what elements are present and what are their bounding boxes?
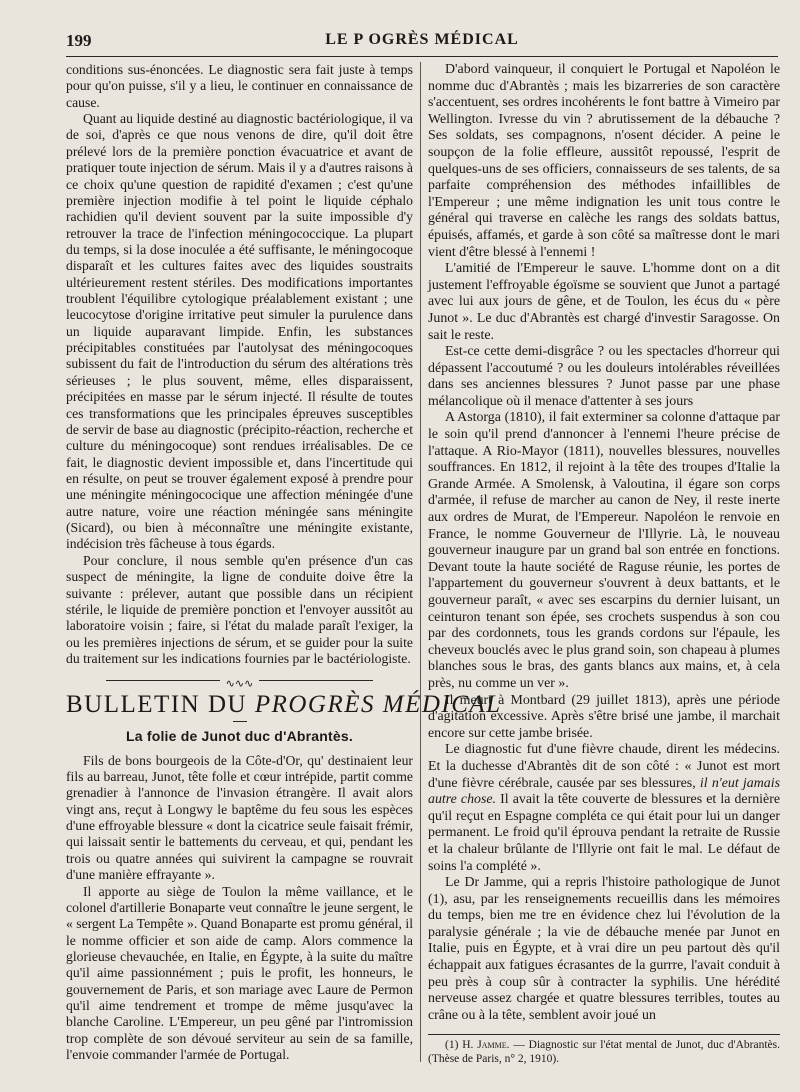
text-run: Il avait la tête couverte de blessures et la dernière qu'il reçut en Espagne compléta ce qui était pour lui un danger permanent. Le froid qu'il éprouva pendant la retraite de Russie et la chaleur brûlante de l'Illyrie ont fait le mal. Le défaut de soins l'a complété ». [428, 792, 780, 874]
page-header [66, 26, 778, 57]
paragraph: Le Dr Jamme, qui a repris l'histoire pathologique de Junot (1), asu, par les renseignements recueillis dans les mémoires du temps, bien me tre en évidence chez lui l'évolution de la paralysie générale ; la vie de débauche menée par Junot en Italie, puis en Égypte, et à vrai dire un peu partout dès qu'il échappait aux fatigues écrasantes de la gurrre, l'avait conduit à peu près à coup sûr à contracter la syphilis. Une hérédité nerveuse assez chargée et quatre blessures terribles, toutes au crâne ou à la tête, semblent avoir joué un [428, 875, 780, 1023]
section-heading-plain: BULLETIN DU [66, 691, 255, 719]
paragraph: A Astorga (1810), il fait exterminer sa colonne d'attaque par le soin qu'il prend d'annoncer à l'ennemi l'heure précise de l'attaque. A Rio-Mayor (1811), nouvelles blessures, nouvelles souffrances. En 1812, il rejoint à la tête des troupes d'Italie la Grande Armée. A Smolensk, à Valoutina, il égare son corps d'armée, il refuse de marcher au canon de Ney, il reste inerte aux ordres de Murat, de l'Empereur. Napoléon le renvoie en France, le nomme Gouverneur de l'Illyrie. Là, le nouveau gouverneur inaugure par un grand bal son entrée en fonctions. Devant toute la haute société de Raguse réunie, les portes de l'appartement du gouverneur s'ouvrent à deux battants, et le gouverneur paraît, « avec ses escarpins du dernier luisant, un ceinturon tenant son épée, ses crochets suspendus à son cou par des cordonnets, tous les grands cordons sur l'épaule, les cheveux bouclés avec le plus grand soin, son chapeau à plumes blanches sous le bras, des gants blancs aux mains, et, à cela près, nu comme un ver ». [428, 410, 780, 691]
paragraph: D'abord vainqueur, il conquiert le Portugal et Napoléon le nomme duc d'Abrantès ; mais les bizarreries de son caractère s'accentuent, ses ordres incohérents le font battre à Vimeiro par Wellington. Ivresse du vin ? abrutissement de la débauche ? Ses soldats, ses compagnons, n'osent décider. A peine le soupçon de la folie effleure, aussitôt repoussé, l'esprit de quelques-uns de ses officiers, connaisseurs de ses talents, de sa parfaite compréhension des méthodes infaillibles de l'Empereur ; une même indignation les unit tous contre le général qui traverse en calèche les rangs des soldats battus, épuisés, affamés, et garde à son côté sa maîtresse dont le mari vient d'être blessé à l'ennemi ! [428, 62, 780, 260]
paragraph: Fils de bons bourgeois de la Côte-d'Or, qu' destinaient leur fils au barreau, Junot, tête folle et cœur intrépide, partit comme grenadier à l'annonce de l'invasion étrangère. Il avait alors vingt ans, reçut à Longwy le baptême du feu sous les espèces d'une effroyable blessure « dont la cicatrice seule faisait frémir, qui laissait sentir le battements du cerveau, et qui, pendant les trois ou quatre années qui suivirent la campagne se rouvrait d'une manière effrayante ». [66, 752, 413, 883]
paragraph: Quant au liquide destiné au diagnostic bactériologique, il va de soi, d'après ce que nous venons de dire, qu'il doit être prélevé lors de la première ponction évacuatrice et avant de pratiquer toute injection de sérum. Mais il y a d'autres raisons à ce choix qu'une question de rapidité d'examen ; c'est qu'une première injection modifie à tel point le liquide céphalo rachidien qu'il devient souvent par la suite impossible d'y retrouver la trace de l'infection méningococcique. La plupart du temps, si la dose inoculée a été suffisante, le méningocoque disparaît et les cultures faites avec des liquides soustraits ultérieurement restent stériles. Des modifications importantes troublent l'équilibre cytologique préalablement existant ; une leucocytose d'origine irritative peut simuler la purulence dans un liquide auparavant limpide. Enfin, les substances précipitables constituées par l'autolysat des méningocoques subissent du fait de l'introduction du sérum des altérations très sérieuses ; le plus souvent, même, elles disparaissent, précipitées en masse par le sérum injecté. Il résulte de toutes ces transformations que les principales épreuves susceptibles de servir de base au diagnostic (précipito-réaction, recherche et culture du méningocoque) sont rendues irréalisables. De ce fait, le diagnostic devient impossible et, dans l'incertitude qui en résulte, on peut se trouver également exposé à prendre pour une méningite méningococique une affection méningée d'une autre nature, voire une réaction méningée sans méningite (Sicard), ou bien à méconnaître une méningite existante, indécision très fâcheuse à tous égards. [66, 111, 413, 552]
page-number: 199 [66, 31, 92, 50]
column-divider [420, 62, 421, 1062]
footnote-text: . — Diagnostic sur l'état mental de Junot, duc d'Abrantès. (Thèse de Paris, n° 2, 1910). [428, 1039, 780, 1065]
ornament-glyph: ∿∿∿ [220, 678, 260, 690]
footnote-rule [428, 1034, 780, 1035]
right-column [428, 62, 780, 1066]
paragraph: Est-ce cette demi-disgrâce ? ou les spectacles d'horreur qui dépassent l'accoutumé ? ou les douleurs intolérables réveillées dans ses anciennes blessures ? Junot passe par une phase mélancolique où il menace d'attenter à ses jours [428, 344, 780, 409]
paragraph: Il meurt à Montbard (29 juillet 1813), après une période d'agitation excessive. Après s'être brisé une jambe, il marchait encore sur cette jambe brisée. [428, 692, 780, 741]
short-rule [233, 721, 247, 722]
italic-run: il n'eut jamais autre chose. [428, 775, 780, 808]
section-heading-italic: PROGRÈS MÉDICAL [254, 691, 502, 719]
paragraph: L'amitié de l'Empereur le sauve. L'homme dont on a dit justement l'effroyable égoïsme se souvient que Junot a partagé avec lui aux jours de gêne, et de Toulon, les écus du « père Junot ». Le duc d'Abrantès est chargé d'investir Saragosse. On sait le reste. [428, 261, 780, 343]
ornamental-rule [66, 675, 413, 691]
running-title: LE P OGRÈS MÉDICAL [325, 31, 519, 48]
footnote-marker: (1) H. [445, 1039, 478, 1052]
paragraph: Il apporte au siège de Toulon la même vaillance, et le colonel d'artillerie Bonaparte veut connaître le jeune sergent, le « sergent La Tempête ». Quand Bonaparte est promu général, il le nomme officier et son aide de camp. Alors commence la glorieuse chevauchée, en Italie, en Égypte, à la suite du maître qu'il aime passionnément ; puis le profit, les honneurs, le gouvernement de Paris, et son mariage avec Laure de Permon qu'il aime tendrement et trompe de même jusqu'avec la blanche Caroline. L'Empereur, un peu gêné par l'intromission trop complète de son dévoué serviteur au sein de sa famille, l'envoie commander l'armée de Portugal. [66, 883, 413, 1063]
paragraph: conditions sus-énoncées. Le diagnostic sera fait juste à temps pour qu'on puisse, s'il y a lieu, le continuer en connaissance de cause. [66, 62, 413, 110]
paragraph: Pour conclure, il nous semble qu'en présence d'un cas suspect de méningite, la ligne de conduite doive être la suivante : prélever, autant que possible dans un récipient stérile, le liquide de première ponction et l'envoyer aussitôt au laboratoire voisin ; faire, si l'état du malade paraît l'exiger, la ou les premières injections de sérum, et se guider pour la suite du traitement sur les indications fournies par le bactériologiste. [66, 552, 413, 666]
footnote-author: Jamme [477, 1039, 507, 1052]
paragraph [428, 742, 780, 875]
text-run: Le diagnostic fut d'une fièvre chaude, dirent les médecins. Et la duchesse d'Abrantès dit de son côté : « Junot est mort d'une fièvre cérébrale, causée par ses blessures, [428, 742, 780, 791]
footnote [428, 1039, 780, 1066]
article-title: La folie de Junot duc d'Abrantès. [126, 728, 353, 745]
section-heading [66, 691, 502, 719]
